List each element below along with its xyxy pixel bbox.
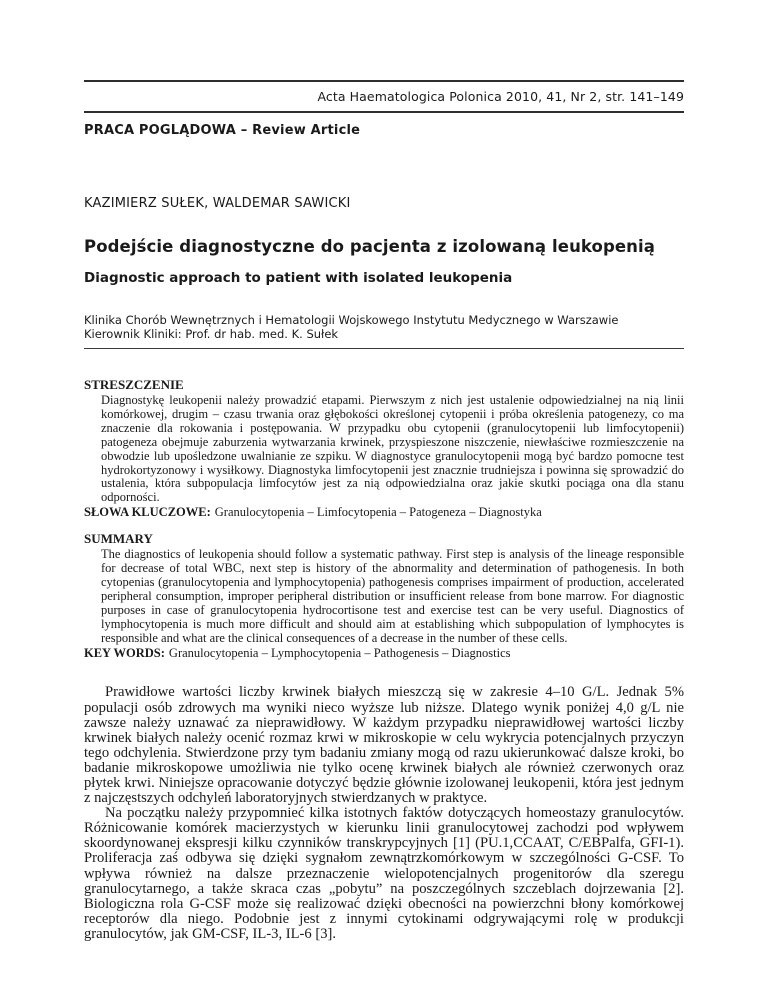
affiliation-rule — [84, 348, 684, 349]
abstract-en-body: The diagnostics of leukopenia should follow a systematic pathway. First step is analysis of the lineage responsible for decrease of total WBC, next step is history of the abnormality and determination of pathogenesis. In both cytopenias (granulocytopenia and lymphocytopenia) pathogenesis comprises impairment of production, accelerated peripheral consumption, improper peripheral distribution or insufficient release from bone marrow. For diagnostic purposes in case of granulocytopenia hydrocortisone test and exercise test can be very useful. Diagnostics of lymphocytopenia is much more difficult and should aim at establishing which subpopulation of lymphocytes is responsible and what are the clinical consequences of a decrease in the number of these cells. — [101, 547, 684, 645]
abstract-pl-section — [84, 377, 684, 520]
affiliation-line-1: Klinika Chorób Wewnętrznych i Hematologii Wojskowego Instytutu Medycznego w Warszawie — [84, 313, 619, 327]
article-title-pl: Podejście diagnostyczne do pacjenta z izolowaną leukopenią — [84, 237, 656, 256]
header-rule — [84, 111, 684, 113]
keywords-text-en: Granulocytopenia – Lymphocytopenia – Pathogenesis – Diagnostics — [168, 645, 511, 660]
abstract-en-keywords — [84, 647, 684, 661]
abstract-pl-heading: STRESZCZENIE — [84, 377, 184, 392]
body-paragraph-2: Na początku należy przypomnieć kilka istotnych faktów dotyczących homeostazy granulocytów. Różnicowanie komórek macierzystych w kierunku linii granulocytowej zachodzi pod wpływem skoordynowanej ekspresji kilku czynników transkrypcyjnych [1] (PU.1,CCAAT, C/EBPalfa, GFI-1). Proliferacja zaś odbywa się dzięki sygnałom zewnątrzkomórkowym w szczególności G-CSF. To wpływa również na dalsze przeznaczenie wielopotencjalnych progenitorów dla szeregu granulocytarnego, a także skraca czas „pobytu” na poszczególnych szczeblach dojrzewania [2]. Biologiczna rola G-CSF może się realizować dzięki obecności na powierzchni błony komórkowej receptorów dla niego. Podobnie jest z innymi cytokinami odgrywającymi rolę w produkcji granulocytów, jak GM-CSF, IL-3, IL-6 [3]. — [84, 805, 684, 942]
abstract-en-heading: SUMMARY — [84, 531, 153, 547]
article-title-en: Diagnostic approach to patient with isolated leukopenia — [84, 270, 513, 286]
keywords-label-pl: SŁOWA KLUCZOWE: — [84, 505, 211, 520]
affiliation-line-2: Kierownik Kliniki: Prof. dr hab. med. K. Sułek — [84, 326, 339, 341]
abstract-pl-keywords — [84, 506, 684, 520]
affiliation-block — [84, 314, 684, 341]
abstract-pl-body: Diagnostykę leukopenii należy prowadzić etapami. Pierwszym z nich jest ustalenie odpowiedzialnej na nią linii komórkowej, drugim – czasu trwania oraz głębokości określonej cytopenii i próba określenia patogenezy, co ma znaczenie dla rokowania i postępowania. W przypadku obu cytopenii (granulocytopenii lub limfocytopenii) patogeneza obejmuje zaburzenia wytwarzania krwinek, przyspieszone niszczenie, niewłaściwe rozmieszczenie na obwodzie lub upośledzone uwalnianie ze szpiku. W diagnostyce granulocytopenii mogą być bardzo pomocne test hydrokortyzonowy i wysiłkowy. Diagnostyka limfocytopenii jest znacznie trudniejsza i powinna się sprowadzić do ustalenia, która subpopulacja limfocytów jest za nią odpowiedzialna oraz jakie skutki pociąga ona dla stanu odporności. — [101, 393, 684, 505]
article-type-label: PRACA POGLĄDOWA – Review Article — [84, 123, 361, 138]
body-paragraph-1: Prawidłowe wartości liczby krwinek białych mieszczą się w zakresie 4–10 G/L. Jednak 5% populacji osób zdrowych ma wyniki nieco wyższe lub niższe. Dlatego wynik poniżej 4,0 g/L nie zawsze należy uznawać za nieprawidłowy. W każdym przypadku nieprawidłowej wartości liczby krwinek białych należy ocenić rozmaz krwi w mikroskopie w celu wykrycia potencjalnych przyczyn tego odchylenia. Stwierdzone przy tym badaniu zmiany mogą od razu ukierunkować dalsze kroki, bo badanie mikroskopowe umożliwia nie tylko ocenę krwinek białych ale również czerwonych oraz płytek krwi. Niniejsze opracowanie dotyczyć będzie głównie izolowanej leukopenii, która jest jednym z najczęstszych odchyleń laboratoryjnych stwierdzanych w praktyce. — [84, 684, 684, 807]
article-body — [84, 685, 684, 942]
journal-citation: Acta Haematologica Polonica 2010, 41, Nr 2, str. 141–149 — [317, 89, 684, 104]
keywords-label-en: KEY WORDS: — [84, 645, 165, 660]
page-content — [84, 0, 684, 942]
authors: KAZIMIERZ SUŁEK, WALDEMAR SAWICKI — [84, 196, 351, 211]
abstract-en-section — [84, 531, 684, 660]
keywords-text-pl: Granulocytopenia – Limfocytopenia – Patogeneza – Diagnostyka — [214, 505, 542, 520]
